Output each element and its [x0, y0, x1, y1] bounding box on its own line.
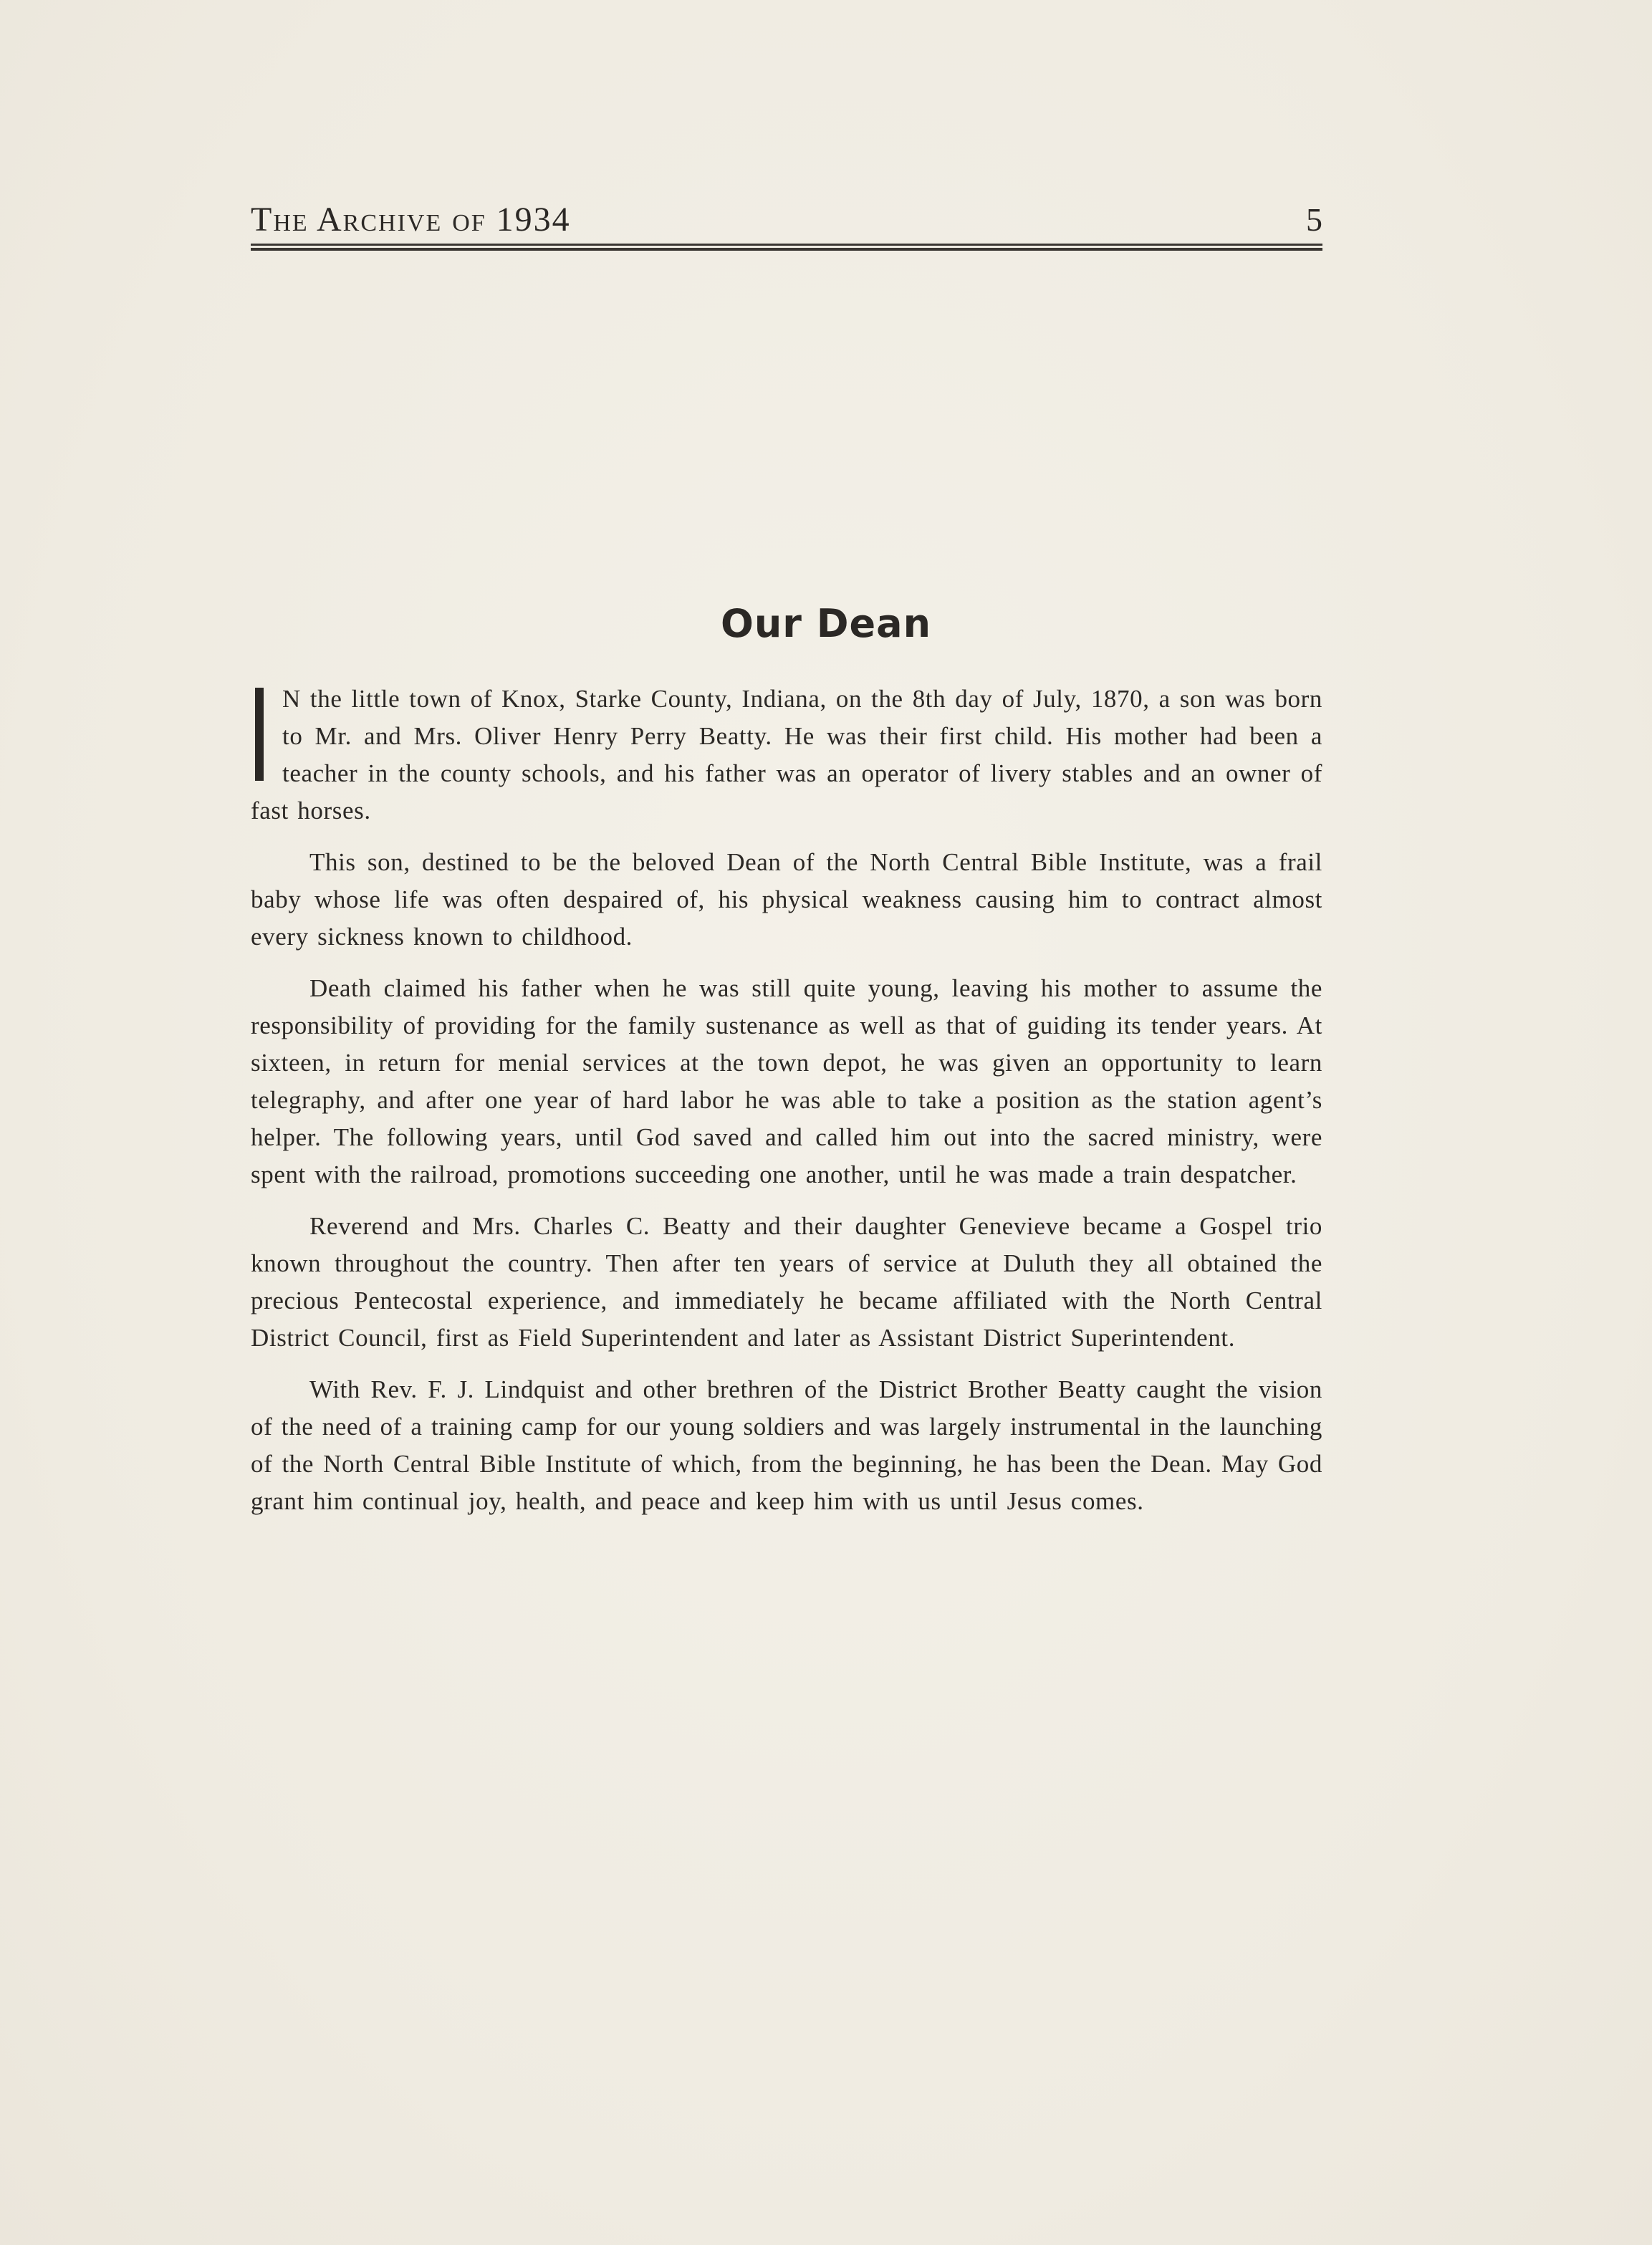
paragraph-1	[251, 681, 1322, 830]
header-title: The Archive of 1934	[251, 201, 571, 239]
article-title: Our Dean	[720, 601, 932, 646]
paragraph-3: Death claimed his father when he was still quite young, leaving his mother to assume the responsibility of providing for the family sustenance as well as that of guiding its tender years. At sixteen, in return for menial services at the town depot, he was given an opportunity to learn telegraphy, and after one year of hard labor he was able to take a position as the station agent’s helper. The following years, until God saved and called him out into the sacred ministry, were spent with the railroad, promotions succeeding one another, until he was made a train despatcher.	[251, 974, 1322, 1188]
paragraph-4: Reverend and Mrs. Charles C. Beatty and their daughter Genevieve became a Gospel trio known throughout the country. Then after ten years of service at Duluth they all obtained the precious Pentecostal experience, and immediately he became affiliated with the North Central District Council, first as Field Superintendent and later as Assistant District Superintendent.	[251, 1212, 1322, 1352]
drop-cap	[251, 685, 274, 778]
header-rule-thin	[251, 244, 1322, 246]
running-header	[251, 202, 1322, 238]
drop-cap-glyph	[255, 688, 264, 781]
article-body	[251, 681, 1322, 1534]
paragraph-2: This son, destined to be the beloved Dean of the North Central Bible Institute, was a frail baby whose life was often despaired of, his physical weakness causing him to contract almost every sickness known to childhood.	[251, 848, 1322, 951]
page-number: 5	[1306, 201, 1322, 238]
paragraph-5: With Rev. F. J. Lindquist and other brethren of the District Brother Beatty caught the vision of the need of a training camp for our young soldiers and was largely instrumental in the launching of the North Central Bible Institute of which, from the beginning, he has been the Dean. May God grant him continual joy, health, and peace and keep him with us until Jesus comes.	[251, 1375, 1322, 1515]
paragraph-1-text: N the little town of Knox, Starke County, Indiana, on the 8th day of July, 1870, a son was born to Mr. and Mrs. Oliver Henry Perry Beatty. He was their first child. His mother had been a teacher in the county schools, and his father was an operator of livery stables and an owner of fast horses.	[251, 685, 1322, 825]
header-rule-thick	[251, 248, 1322, 251]
